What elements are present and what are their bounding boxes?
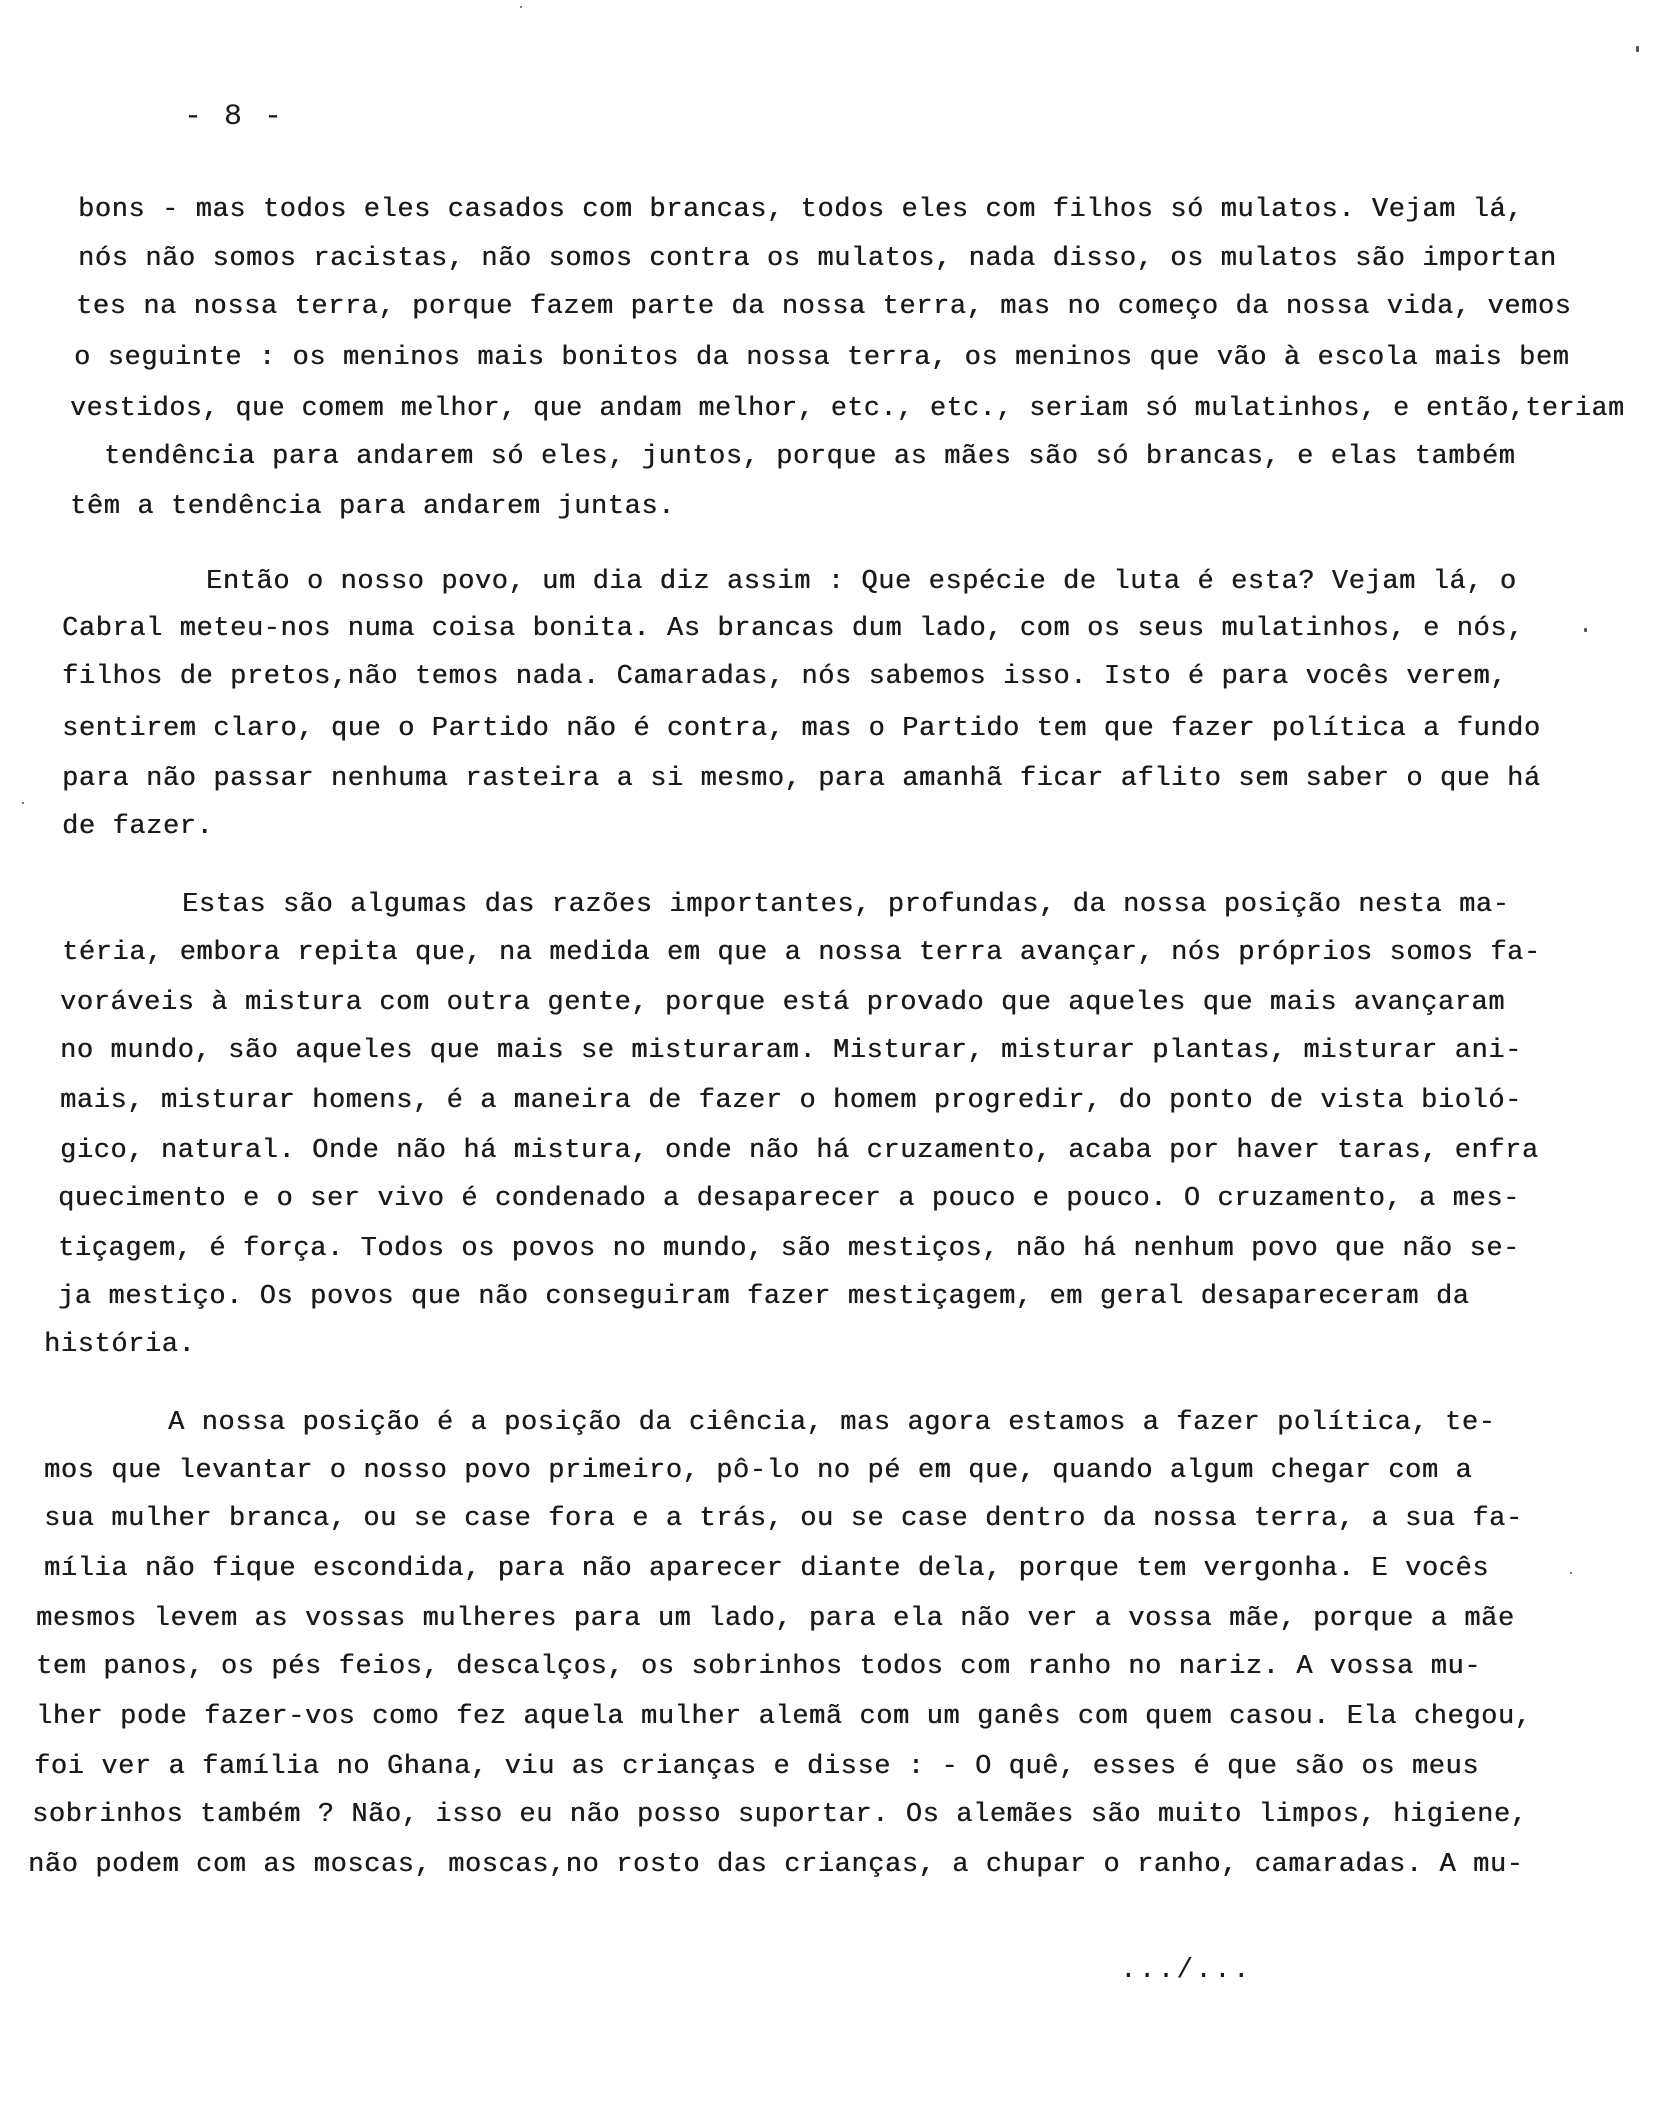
page-number: - 8 - xyxy=(184,100,285,134)
text-line: A nossa posição é a posição da ciência, mas agora estamos a fazer política, te- xyxy=(168,1408,1496,1438)
text-line: tiçagem, é força. Todos os povos no mundo, são mestiços, não há nenhum povo que não se- xyxy=(58,1234,1520,1264)
text-line: lher pode fazer-vos como fez aquela mulher alemã com um ganês com quem casou. Ela chegou, xyxy=(36,1702,1532,1732)
text-line: tes na nossa terra, porque fazem parte da nossa terra, mas no começo da nossa vida, vemos xyxy=(76,292,1572,322)
scan-speck xyxy=(520,6,522,8)
text-line: mesmos levem as vossas mulheres para um lado, para ela não ver a vossa mãe, porque a mãe xyxy=(36,1604,1515,1634)
text-line: história. xyxy=(44,1330,196,1360)
text-line: no mundo, são aqueles que mais se misturaram. Misturar, misturar plantas, misturar ani- xyxy=(60,1036,1522,1066)
scan-speck xyxy=(1636,46,1639,52)
text-line: o seguinte : os meninos mais bonitos da nossa terra, os meninos que vão à escola mais bem xyxy=(74,343,1570,373)
text-line: mos que levantar o nosso povo primeiro, pô-lo no pé em que, quando algum chegar com a xyxy=(44,1456,1473,1486)
text-line: bons - mas todos eles casados com brancas, todos eles com filhos só mulatos. Vejam lá, xyxy=(78,195,1524,225)
text-line: tendência para andarem só eles, juntos, porque as mães são só brancas, e elas também xyxy=(104,442,1516,472)
text-line: ja mestiço. Os povos que não conseguiram fazer mestiçagem, em geral desapareceram da xyxy=(58,1282,1470,1312)
text-line: não podem com as moscas, moscas,no rosto das crianças, a chupar o ranho, camaradas. A mu- xyxy=(28,1850,1524,1880)
text-line: Cabral meteu-nos numa coisa bonita. As brancas dum lado, com os seus mulatinhos, e nós, xyxy=(62,614,1524,644)
text-line: téria, embora repita que, na medida em que a nossa terra avançar, nós próprios somos fa- xyxy=(62,938,1541,968)
scan-speck xyxy=(1570,1572,1572,1574)
text-line: têm a tendência para andarem juntas. xyxy=(70,492,675,522)
text-line: de fazer. xyxy=(62,812,214,842)
text-line: sua mulher branca, ou se case fora e a trás, ou se case dentro da nossa terra, a sua fa- xyxy=(44,1504,1523,1534)
text-line: tem panos, os pés feios, descalços, os sobrinhos todos com ranho no nariz. A vossa mu- xyxy=(36,1652,1482,1682)
text-line: filhos de pretos,não temos nada. Camaradas, nós sabemos isso. Isto é para vocês verem, xyxy=(62,662,1508,692)
text-line: Então o nosso povo, um dia diz assim : Que espécie de luta é esta? Vejam lá, o xyxy=(206,567,1517,597)
text-line: sobrinhos também ? Não, isso eu não posso suportar. Os alemães são muito limpos, higiene, xyxy=(32,1800,1528,1830)
scan-speck xyxy=(1584,628,1587,632)
text-line: quecimento e o ser vivo é condenado a desaparecer a pouco e pouco. O cruzamento, a mes- xyxy=(58,1184,1520,1214)
scan-speck xyxy=(22,802,24,804)
text-line: sentirem claro, que o Partido não é contra, mas o Partido tem que fazer política a fundo xyxy=(62,714,1541,744)
text-line: mília não fique escondida, para não aparecer diante dela, porque tem vergonha. E vocês xyxy=(44,1554,1490,1584)
text-line: Estas são algumas das razões importantes, profundas, da nossa posição nesta ma- xyxy=(182,890,1510,920)
text-line: voráveis à mistura com outra gente, porque está provado que aqueles que mais avançaram xyxy=(60,988,1506,1018)
text-line: mais, misturar homens, é a maneira de fazer o homem progredir, do ponto de vista bioló- xyxy=(60,1086,1522,1116)
text-line: nós não somos racistas, não somos contra os mulatos, nada disso, os mulatos são importan xyxy=(78,244,1557,274)
text-line: vestidos, que comem melhor, que andam melhor, etc., etc., seriam só mulatinhos, e então,teriam xyxy=(70,394,1625,424)
text-line: para não passar nenhuma rasteira a si mesmo, para amanhã ficar aflito sem saber o que há xyxy=(62,764,1541,794)
text-line: foi ver a família no Ghana, viu as crianças e disse : - O quê, esses é que são os meus xyxy=(34,1752,1480,1782)
continuation-mark: .../... xyxy=(1120,1955,1252,1986)
text-line: gico, natural. Onde não há mistura, onde não há cruzamento, acaba por haver taras, enfra xyxy=(60,1136,1539,1166)
